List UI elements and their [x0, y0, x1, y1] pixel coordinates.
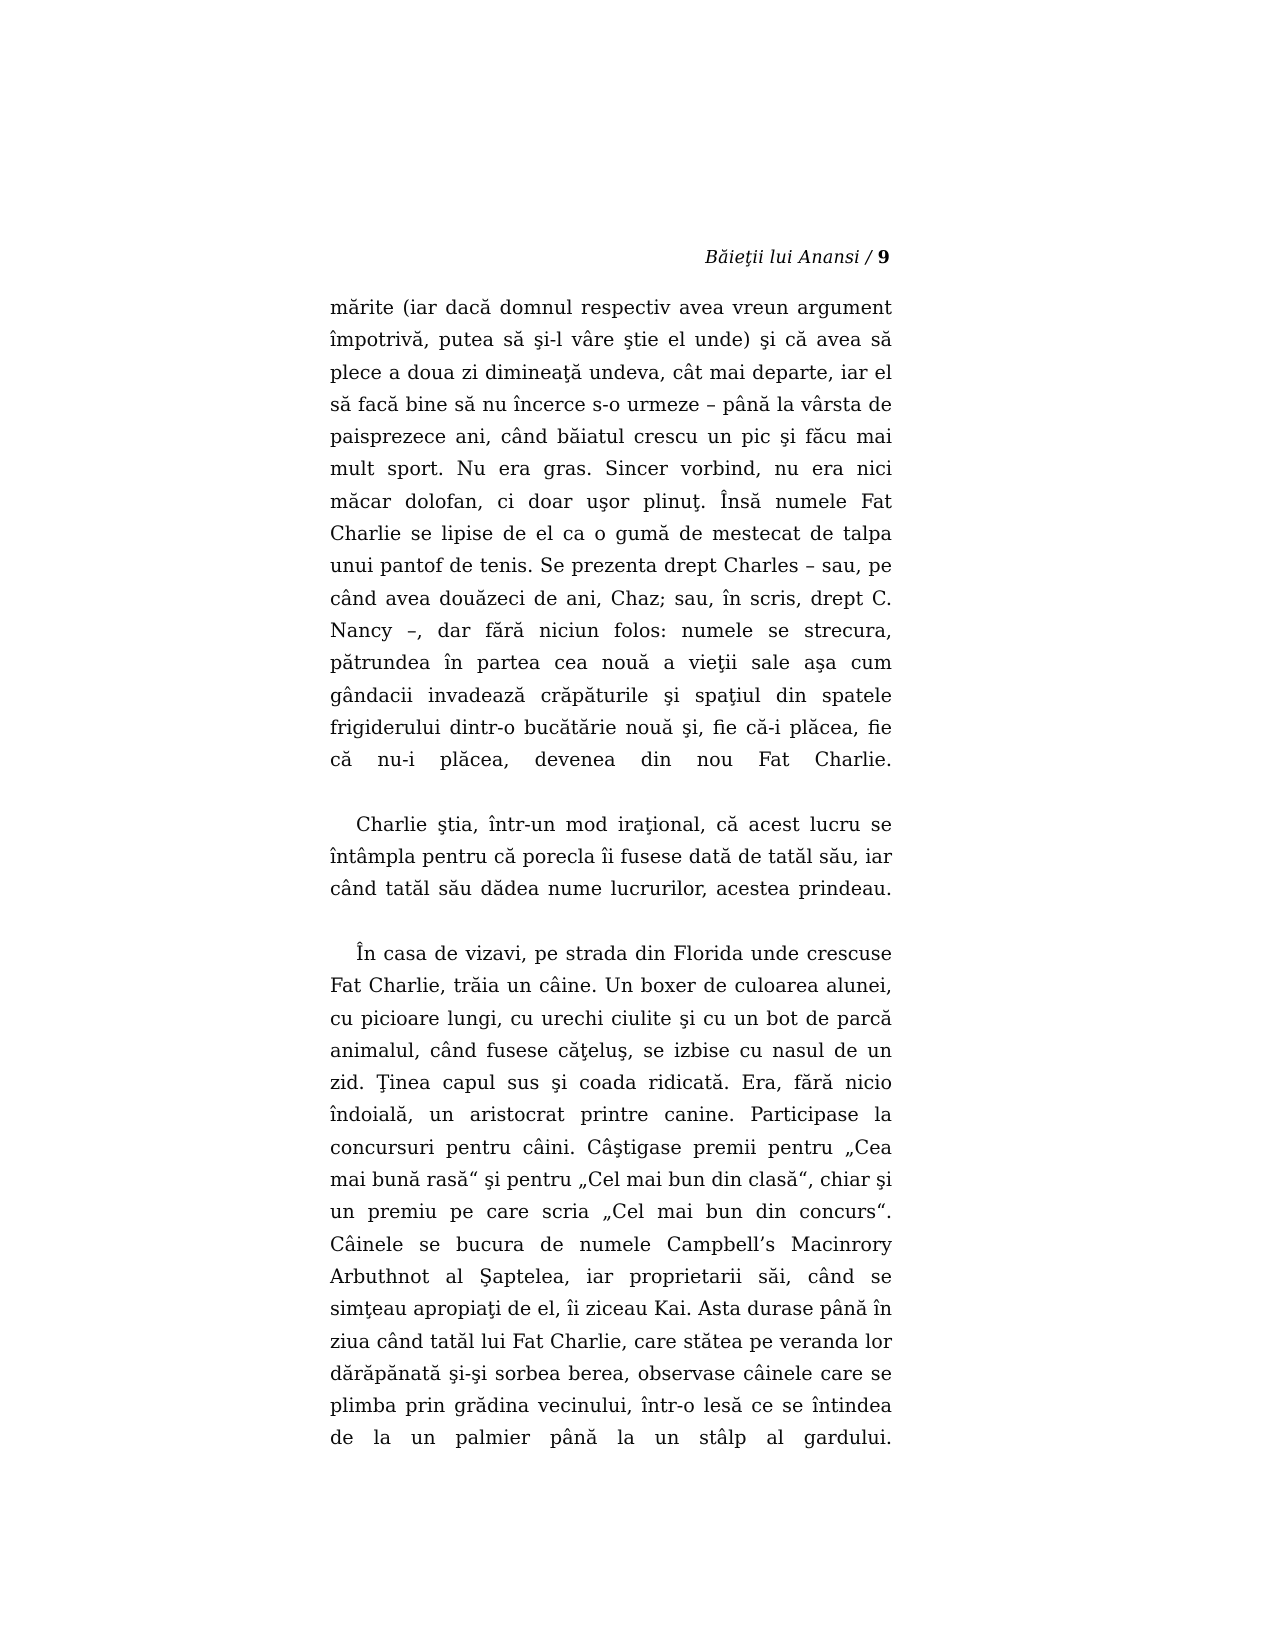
page-number: 9 — [877, 248, 890, 268]
paragraph: Charlie ştia, într-un mod iraţional, că acest lucru se întâmpla pentru că porecla îi fusese dată de tatăl său, iar când tatăl său dădea nume lucrurilor, acestea prindeau. — [330, 812, 892, 901]
running-head — [330, 248, 890, 268]
running-head-title: Băieţii lui Anansi — [705, 248, 860, 268]
body-text — [330, 292, 892, 1487]
running-head-separator: / — [859, 248, 878, 268]
paragraph: mărite (iar dacă domnul respectiv avea vreun argument împotrivă, putea să şi-l vâre ştie el unde) şi că avea să plece a doua zi dimineaţă undeva, cât mai departe, iar el să facă bine să nu încerce s-o urmeze – până la vârsta de paisprezece ani, când băiatul crescu un pic şi făcu mai mult sport. Nu era gras. Sincer vorbind, nu era nici măcar dolofan, ci doar uşor plinuţ. Însă numele Fat Charlie se lipise de el ca o gumă de mestecat de talpa unui pantof de tenis. Se prezenta drept Charles – sau, pe când avea douăzeci de ani, Chaz; sau, în scris, drept C. Nancy –, dar fără niciun folos: numele se strecura, pătrundea în partea cea nouă a vieţii sale aşa cum gândacii invadează crăpăturile şi spaţiul din spatele frigiderului dintr-o bucătărie nouă şi, fie că-i plăcea, fie că nu-i plăcea, devenea din nou Fat Charlie. — [330, 296, 892, 772]
paragraph: În casa de vizavi, pe strada din Florida unde crescuse Fat Charlie, trăia un câine. Un boxer de culoarea alunei, cu picioare lungi, cu urechi ciulite şi cu un bot de parcă animalul, când fusese căţeluş, se izbise cu nasul de un zid. Ţinea capul sus şi coada ridicată. Era, fără nicio îndoială, un aristocrat printre canine. Participase la concursuri pentru câini. Câştigase premii pentru „Cea mai bună rasă“ şi pentru „Cel mai bun din clasă“, chiar şi un premiu pe care scria „Cel mai bun din concurs“. Câinele se bucura de numele Campbell’s Macinrory Arbuthnot al Şaptelea, iar proprietarii săi, când se simţeau apropiaţi de el, îi ziceau Kai. Asta durase până în ziua când tatăl lui Fat Charlie, care stătea pe veranda lor dărăpănată şi-şi sorbea berea, observase câinele care se plimba prin grădina vecinului, într-o lesă ce se întindea de la un palmier până la un stâlp al gardului. — [330, 941, 892, 1450]
